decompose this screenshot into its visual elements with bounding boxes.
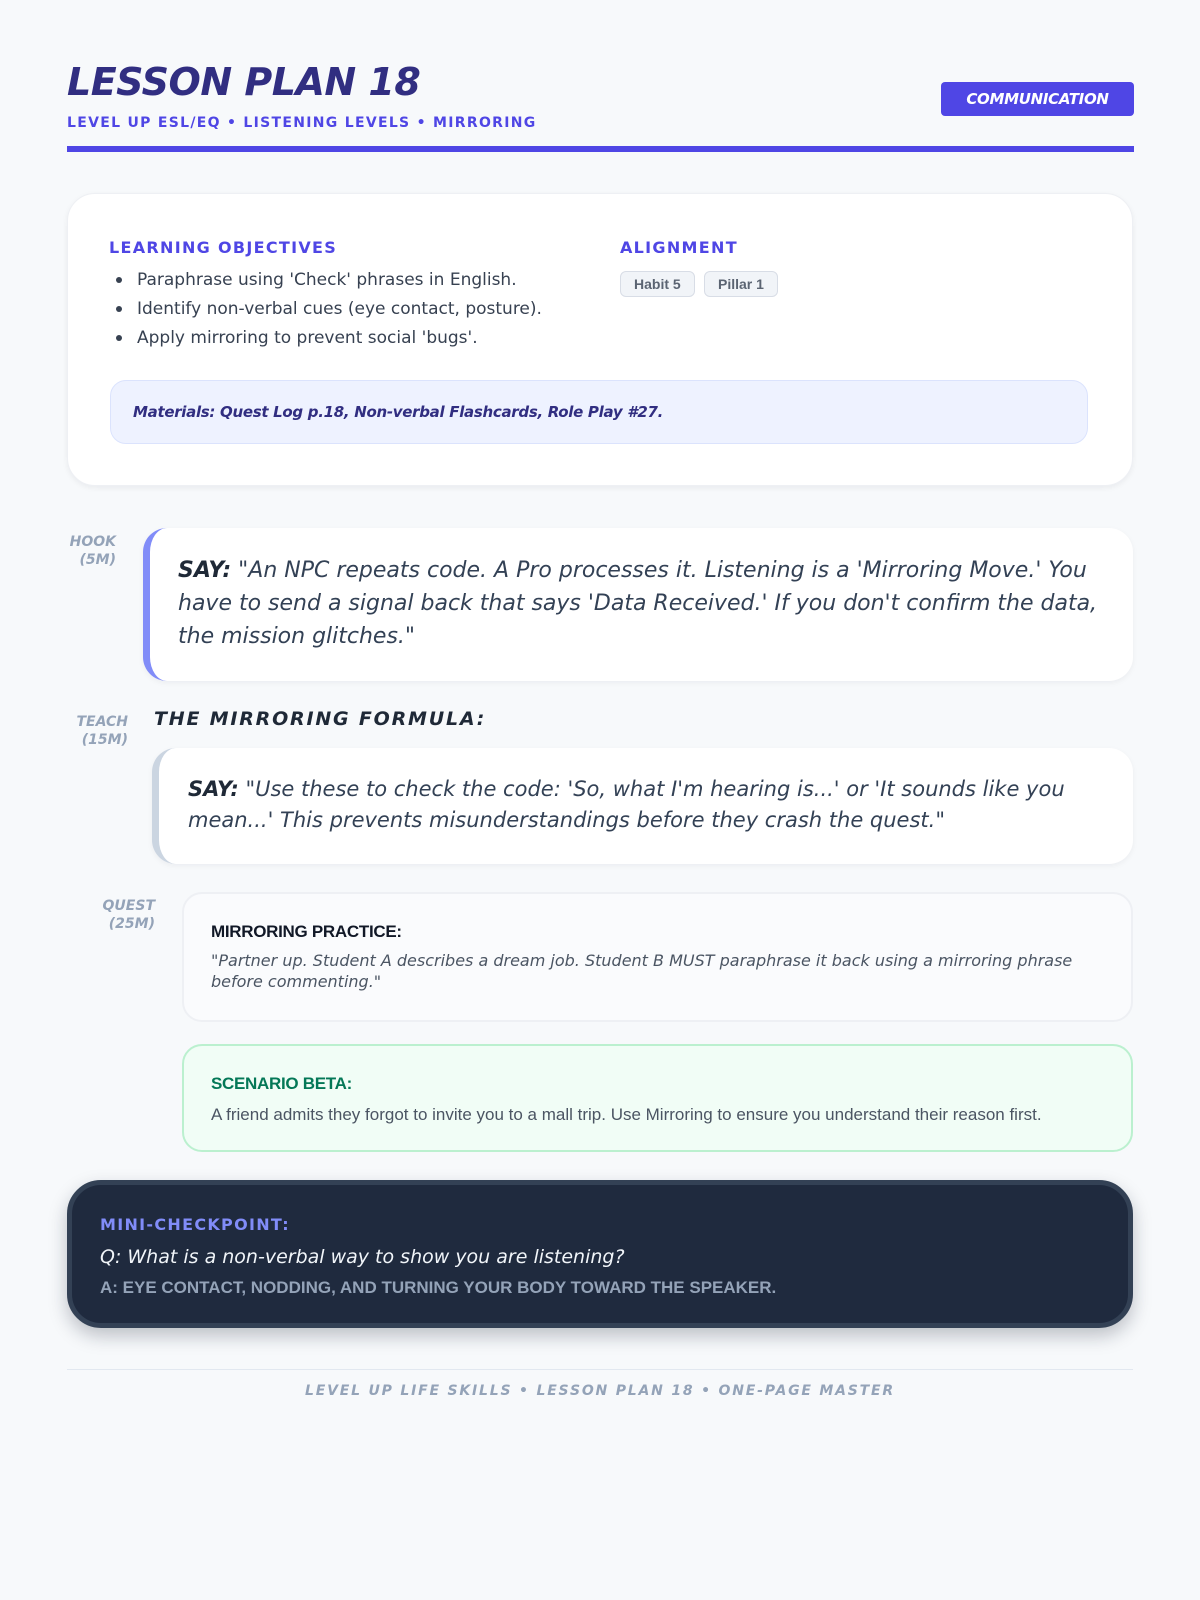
alignment-tag-habit: Habit 5 xyxy=(620,271,695,297)
page-footer: LEVEL UP LIFE SKILLS • LESSON PLAN 18 • ONE-PAGE MASTER xyxy=(305,1383,895,1399)
alignment-tag-pillar: Pillar 1 xyxy=(704,271,778,297)
say-label: SAY: xyxy=(188,777,239,801)
scenario-title: SCENARIO BETA: xyxy=(211,1074,352,1093)
footer-divider xyxy=(67,1369,1133,1370)
quest-time-label xyxy=(67,897,155,933)
objective-item: Paraphrase using 'Check' phrases in English. xyxy=(110,269,542,298)
objectives-card xyxy=(67,193,1133,486)
hook-duration: (5M) xyxy=(79,552,116,568)
objective-item: Identify non-verbal cues (eye contact, posture). xyxy=(110,298,542,327)
hook-say-block xyxy=(143,528,1133,681)
objective-item: Apply mirroring to prevent social 'bugs'. xyxy=(110,327,542,356)
mirroring-practice-card xyxy=(182,892,1133,1022)
checkpoint-answer: A: EYE CONTACT, NODDING, AND TURNING YOUR BODY TOWARD THE SPEAKER. xyxy=(100,1278,777,1297)
teach-label: TEACH xyxy=(76,714,128,730)
practice-title: MIRRORING PRACTICE: xyxy=(211,922,402,941)
lesson-plan-page xyxy=(67,0,1134,1399)
teach-say-block xyxy=(152,748,1133,864)
objectives-list xyxy=(110,269,542,356)
page-header xyxy=(67,0,1134,152)
say-label: SAY: xyxy=(178,558,232,583)
alignment-heading: ALIGNMENT xyxy=(620,238,738,257)
practice-text: "Partner up. Student A describes a dream job. Student B MUST paraphrase it back using a mirroring phrase before commenting." xyxy=(211,951,1073,991)
communication-badge[interactable]: COMMUNICATION xyxy=(941,82,1134,116)
teach-duration: (15M) xyxy=(81,732,128,748)
materials-note: Materials: Quest Log p.18, Non-verbal Flashcards, Role Play #27. xyxy=(110,380,1088,444)
learning-objectives-heading: LEARNING OBJECTIVES xyxy=(109,238,338,257)
page-title: LESSON PLAN 18 xyxy=(67,60,421,104)
mirroring-formula-heading: THE MIRRORING FORMULA: xyxy=(154,708,487,730)
quest-duration: (25M) xyxy=(108,916,155,932)
quest-label: QUEST xyxy=(102,898,155,914)
teach-say-text: "Use these to check the code: 'So, what I'm hearing is...' or 'It sounds like you mean...' This prevents misunderstandings before they crash the quest." xyxy=(188,777,1065,832)
hook-label: HOOK xyxy=(69,534,116,550)
hook-say-text: "An NPC repeats code. A Pro processes it. Listening is a 'Mirroring Move.' You have to send a signal back that says 'Data Received.' If you don't confirm the data, the mission glitches." xyxy=(178,558,1098,649)
teach-time-label xyxy=(67,713,128,749)
mini-checkpoint xyxy=(67,1180,1133,1328)
checkpoint-title: MINI-CHECKPOINT: xyxy=(100,1215,290,1234)
page-subtitle: LEVEL UP ESL/EQ • LISTENING LEVELS • MIRRORING xyxy=(67,115,537,131)
scenario-beta-card xyxy=(182,1044,1133,1152)
hook-time-label xyxy=(67,533,116,569)
scenario-text: A friend admits they forgot to invite you to a mall trip. Use Mirroring to ensure you understand their reason first. xyxy=(211,1105,1042,1124)
checkpoint-question: Q: What is a non-verbal way to show you are listening? xyxy=(100,1246,625,1268)
